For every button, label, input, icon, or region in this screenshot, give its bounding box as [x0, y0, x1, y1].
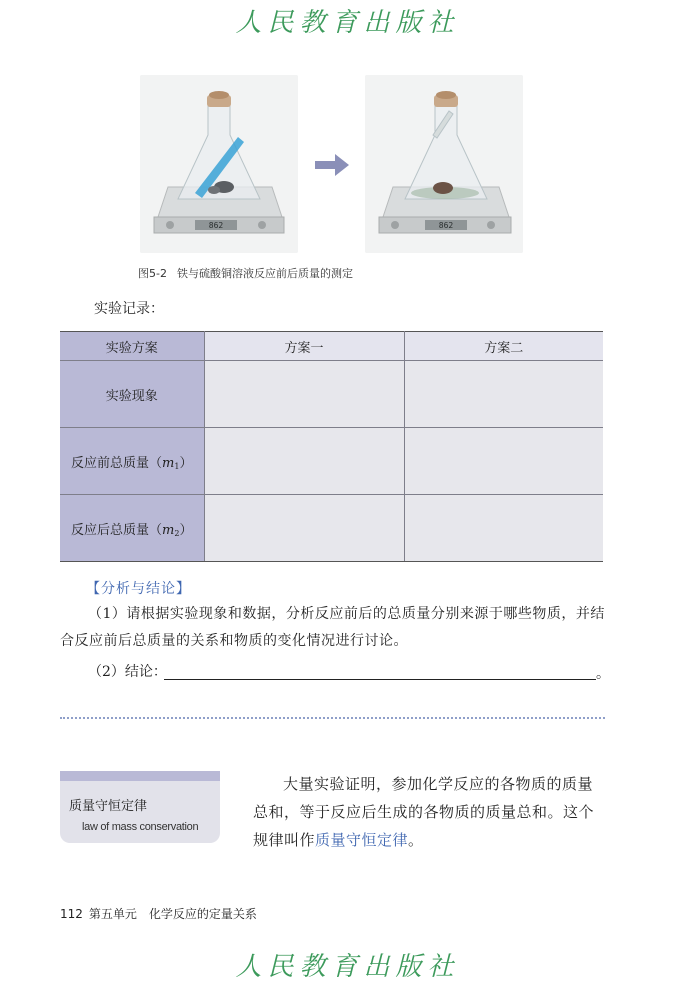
table-row — [60, 495, 603, 562]
term-chinese: 质量守恒定律 — [69, 799, 148, 814]
photo-before-reaction — [140, 75, 298, 253]
table-cell-empty[interactable] — [404, 495, 603, 562]
table-cell-empty[interactable] — [204, 428, 404, 495]
definition-term: 质量守恒定律 — [315, 831, 409, 849]
definition-end: 。 — [408, 831, 424, 849]
table-header-cell: 方案二 — [404, 332, 603, 361]
definition-text: 大量实验证明，参加化学反应的各物质的质量总和，等于反应后生成的各物质的质量总和。这个规律叫作 — [253, 775, 595, 849]
photo-after-reaction — [365, 75, 523, 253]
conclusion-blank-line[interactable] — [164, 679, 596, 680]
scale-display: 862 — [438, 221, 454, 230]
conclusion-label: （2）结论： — [88, 664, 167, 680]
page-footer — [60, 905, 257, 922]
term-box-bar — [60, 771, 220, 781]
figure-number: 图5-2 — [138, 267, 167, 280]
section-divider — [60, 717, 605, 719]
table-cell-empty[interactable] — [204, 495, 404, 562]
table-header-cell: 方案一 — [204, 332, 404, 361]
analysis-question-1: （1）请根据实验现象和数据，分析反应前后的总质量分别来源于哪些物质，并结合反应前后总质量的关系和物质的变化情况进行讨论。 — [60, 606, 605, 649]
publisher-footer: 人民教育出版社 — [235, 952, 460, 982]
scale-display: 862 — [208, 221, 224, 230]
figure-caption — [138, 265, 353, 281]
conclusion-period: 。 — [596, 666, 610, 682]
experiment-record-table — [60, 331, 603, 562]
term-english: law of mass conservation — [82, 821, 199, 833]
term-box — [60, 771, 220, 843]
table-cell-empty[interactable] — [404, 361, 603, 428]
row-label-phenomenon: 实验现象 — [60, 361, 204, 428]
table-cell-empty[interactable] — [204, 361, 404, 428]
unit-title: 第五单元 化学反应的定量关系 — [88, 907, 257, 921]
table-row — [60, 428, 603, 495]
row-label-mass-after: 反应后总质量$(m_2)$ — [60, 495, 204, 562]
arrow-icon — [315, 154, 349, 180]
analysis-title: 【分析与结论】 — [86, 581, 191, 597]
page-number: 112 — [60, 907, 83, 921]
table-cell-empty[interactable] — [404, 428, 603, 495]
figure-caption-text: 铁与硫酸铜溶液反应前后质量的测定 — [176, 267, 353, 280]
definition-paragraph — [253, 770, 605, 854]
row-label-mass-before: 反应前总质量$(m_1)$ — [60, 428, 204, 495]
table-row — [60, 361, 603, 428]
table-header-cell: 实验方案 — [60, 332, 204, 361]
publisher-header: 人民教育出版社 — [235, 8, 460, 38]
table-header-row — [60, 332, 603, 361]
record-label: 实验记录： — [94, 301, 164, 317]
